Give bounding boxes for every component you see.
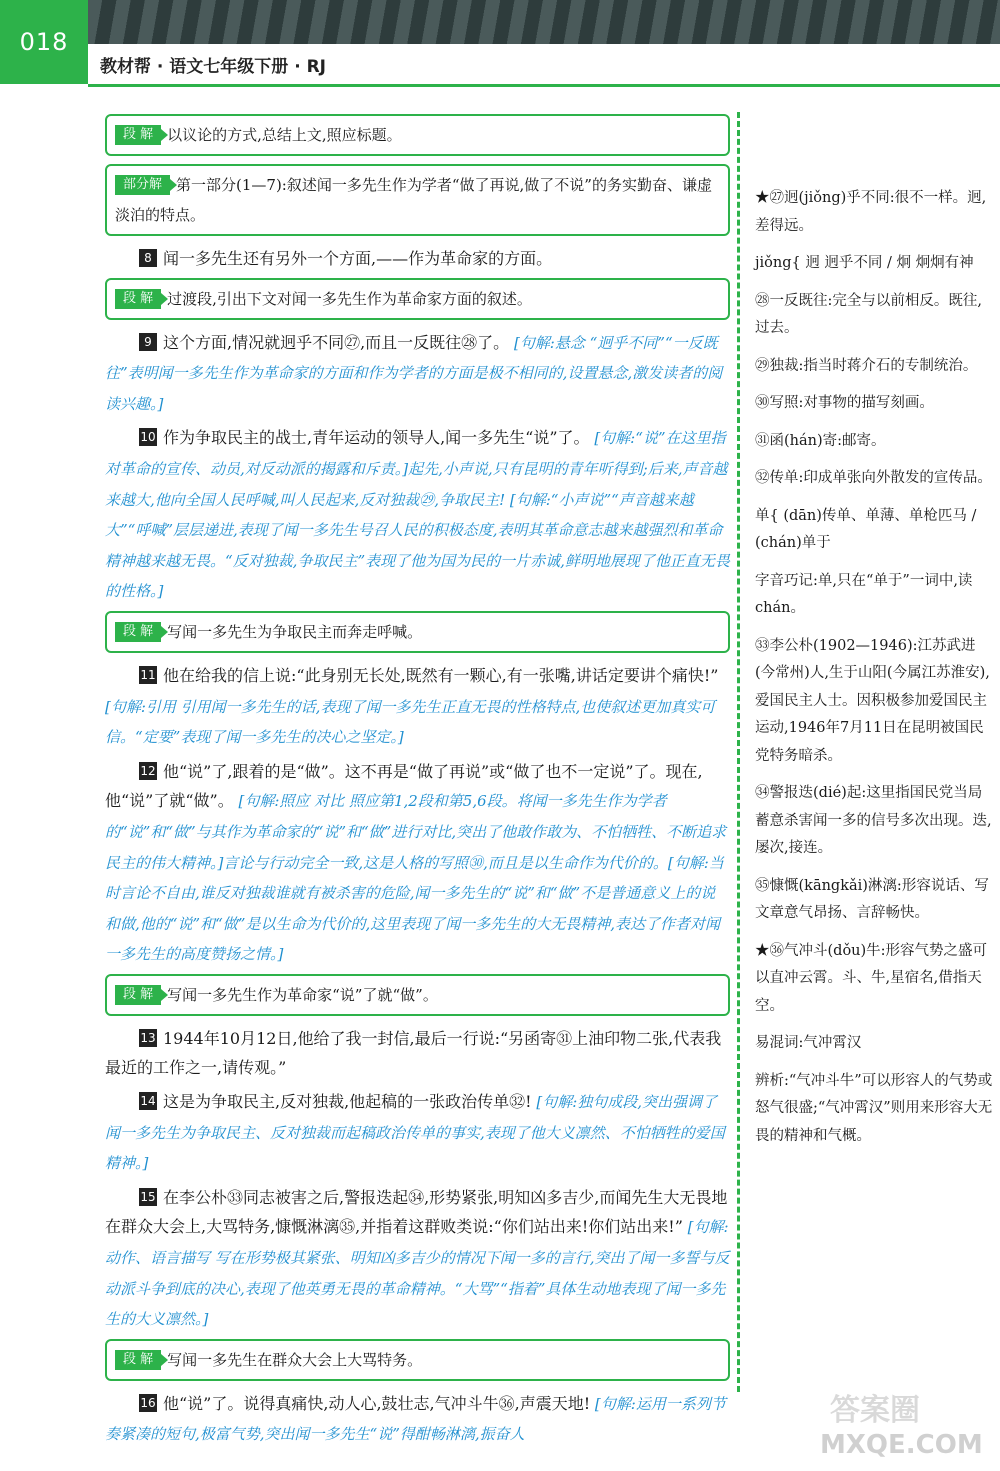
body-paragraph bbox=[105, 423, 730, 607]
paragraph-analysis-box bbox=[105, 611, 730, 653]
paragraph-analysis-box bbox=[105, 1339, 730, 1381]
paragraph-analysis-box bbox=[105, 114, 730, 156]
glossary-note: ㉞警报迭(dié)起:这里指国民党当局蓄意杀害闻一多的信号多次出现。迭,屡次,接连。 bbox=[755, 785, 992, 856]
glossary-note: ㉘一反既往:完全与以前相反。既往,过去。 bbox=[755, 292, 982, 336]
glossary-note: 易混词:气冲霄汉 bbox=[755, 1035, 862, 1051]
analysis-text: 过渡段,引出下文对闻一多先生作为革命家方面的叙述。 bbox=[167, 289, 532, 308]
body-paragraph bbox=[105, 1087, 730, 1179]
glossary-note: ★㊱气冲斗(dǒu)牛:形容气势之盛可以直冲云霄。斗、牛,星宿名,借指天空。 bbox=[755, 942, 988, 1014]
sentence-annotation: [句解:照应 对比 照应第1,2段和第5,6段。将闻一多先生作为学者的“说”和“做”与其作为革命家的“说”和“做”进行对比,突出了他敢作敢为、不怕牺牲、不断追求民主的伟大精神。]言论与行动完全一致,这是人格的写照㉚,而且是以生命作为代价的。[句解:当时言论不自由,谁反对独裁谁就有被杀害的危险,闻一多先生的“说”和“做”不是普通意义上的说和做,他的“说”和“做”是以生命为代价的,这里表现了闻一多先生的大无畏精神,表达了作者对闻一多先生的高度赞扬之情。] bbox=[105, 792, 727, 964]
paragraph-number: 12 bbox=[140, 763, 156, 778]
glossary-note: ㉛函(hán)寄:邮寄。 bbox=[755, 432, 886, 449]
paragraph-number: 13 bbox=[140, 1030, 156, 1045]
paragraph-text: 闻一多先生还有另外一个方面,——作为革命家的方面。 bbox=[163, 249, 553, 268]
paragraph-analysis-box bbox=[105, 974, 730, 1016]
sentence-annotation: [句解:“说”在这里指对革命的宣传、动员,对反动派的揭露和斥责。]起先,小声说,只有昆明的青年听得到;后来,声音越来越大,他向全国人民呼喊,叫人民起来,反对独裁㉙,争取民主! [句解:“小声说”“声音越来越大”“呼喊”层层递进,表现了闻一多先生号召人民的积极态度,表明其革命意志越来越强烈和革命精神越来越无畏。“反对独裁,争取民主”表现了他为国为民的一片赤诚,鲜明地展现了他正直无畏的性格。] bbox=[105, 429, 730, 601]
body-paragraph bbox=[105, 1024, 730, 1083]
header-rule bbox=[88, 84, 1000, 87]
sentence-annotation: [句解:悬念 “迥乎不同”“一反既往”表明闻一多先生作为革命家的方面和作为学者的方面是极不相同的,设置悬念,激发读者的阅读兴趣。] bbox=[105, 333, 723, 413]
paragraph-number: 15 bbox=[140, 1189, 156, 1204]
body-paragraph bbox=[105, 244, 730, 274]
glossary-note: 单{ (dān)传单、单薄、单枪匹马 / (chán)单于 bbox=[755, 507, 977, 551]
sentence-annotation: [句解:独句成段,突出强调了闻一多先生为争取民主、反对独裁而起稿政治传单的事实,表现了他大义凛然、不怕牺牲的爱国精神。] bbox=[105, 1093, 725, 1173]
page-number: 018 bbox=[0, 0, 88, 84]
paragraph-text: 在李公朴㉝同志被害之后,警报迭起㉞,形势紧张,明知凶多吉少,而闻先生大无畏地在群众大会上,大骂特务,慷慨淋漓㉟,并指着这群败类说:“你们站出来!你们站出来!” bbox=[105, 1187, 728, 1237]
analysis-text: 写闻一多先生作为革命家“说”了就“做”。 bbox=[167, 985, 438, 1004]
glossary-note: 辨析:“气冲斗牛”可以形容人的气势或怒气很盛;“气冲霄汉”则用来形容大无畏的精神和气概。 bbox=[755, 1072, 993, 1144]
analysis-text: 以议论的方式,总结上文,照应标题。 bbox=[167, 126, 402, 144]
analysis-text: 写闻一多先生为争取民主而奔走呼喊。 bbox=[167, 622, 423, 641]
sentence-annotation: [句解:运用一系列节奏紧凑的短句,极富气势,突出闻一多先生“说”得酣畅淋漓,振奋人 bbox=[105, 1394, 726, 1444]
analysis-tag: 部分解 bbox=[115, 175, 170, 195]
paragraph-analysis-box bbox=[105, 164, 730, 236]
paragraph-number: 8 bbox=[139, 249, 157, 267]
sentence-annotation: [句解:引用 引用闻一多先生的话,表现了闻一多先生正直无畏的性格特点,也使叙述更加真实可信。“定要”表现了闻一多先生的决心之坚定。] bbox=[105, 697, 716, 747]
paragraph-number: 10 bbox=[140, 430, 156, 445]
glossary-note: jiǒng{ 迥 迥乎不同 / 炯 炯炯有神 bbox=[755, 255, 974, 271]
paragraph-text: 他“说”了。说得真痛快,动人心,鼓壮志,气冲斗牛㊱,声震天地! bbox=[163, 1393, 591, 1413]
body-paragraph bbox=[105, 1389, 730, 1450]
watermark-logo: 答案圈 bbox=[830, 1393, 920, 1428]
glossary-note: 字音巧记:单,只在“单于”一词中,读chán。 bbox=[755, 572, 973, 616]
paragraph-analysis-box bbox=[105, 278, 730, 320]
body-paragraph bbox=[105, 328, 730, 420]
glossary-note: ㉝李公朴(1902—1946):江苏武进(今常州)人,生于山阳(今属江苏淮安),爱国民主人士。因积极参加爱国民主运动,1946年7月11日在昆明被国民党特务暗杀。 bbox=[755, 637, 990, 764]
glossary-note: ㉜传单:印成单张向外散发的宣传品。 bbox=[755, 470, 992, 486]
analysis-text: 第一部分(1—7):叙述闻一多先生作为学者“做了再说,做了不说”的务实勤奋、谦虚淡泊的特点。 bbox=[115, 176, 712, 224]
analysis-text: 写闻一多先生在群众大会上大骂特务。 bbox=[167, 1350, 423, 1369]
sidebar-notes bbox=[755, 185, 995, 1160]
watermark-url: MXQE.COM bbox=[820, 1430, 983, 1460]
header-banner bbox=[88, 0, 1000, 44]
paragraph-text: 他在给我的信上说:“此身别无长处,既然有一颗心,有一张嘴,讲话定要讲个痛快!” bbox=[163, 665, 719, 685]
analysis-tag: 段 解 bbox=[115, 125, 161, 145]
paragraph-text: 1944年10月12日,他给了我一封信,最后一行说:“另函寄㉛上油印物二张,代表我最近的工作之一,请传观。” bbox=[105, 1028, 722, 1078]
main-text-column bbox=[105, 110, 730, 1454]
book-title: 教材帮 · 语文七年级下册 · RJ bbox=[100, 57, 327, 77]
analysis-tag: 段 解 bbox=[115, 622, 161, 642]
body-paragraph bbox=[105, 661, 730, 753]
paragraph-text: 他“说”了,跟着的是“做”。这不再是“做了再说”或“做了也不一定说”了。现在,他“说”了就“做”。 bbox=[105, 761, 703, 811]
analysis-tag: 段 解 bbox=[115, 985, 161, 1005]
column-divider bbox=[737, 112, 740, 1392]
sentence-annotation: [句解:动作、语言描写 写在形势极其紧张、明知凶多吉少的情况下闻一多的言行,突出了闻一多誓与反动派斗争到底的决心,表现了他英勇无畏的革命精神。“大骂”“指着”具体生动地表现了闻一多先生的大义凛然。] bbox=[105, 1218, 730, 1329]
paragraph-text: 这个方面,情况就迥乎不同㉗,而且一反既往㉘了。 bbox=[163, 332, 510, 352]
paragraph-number: 11 bbox=[140, 667, 156, 682]
paragraph-number: 14 bbox=[140, 1094, 156, 1109]
glossary-note: ★㉗迥(jiǒng)乎不同:很不一样。迥,差得远。 bbox=[755, 190, 987, 234]
paragraph-text: 这是为争取民主,反对独裁,他起稿的一张政治传单㉜! bbox=[163, 1092, 532, 1112]
analysis-tag: 段 解 bbox=[115, 1350, 161, 1370]
glossary-note: ㉟慷慨(kāngkǎi)淋漓:形容说话、写文章意气昂扬、言辞畅快。 bbox=[755, 877, 989, 921]
paragraph-number: 9 bbox=[139, 333, 157, 351]
body-paragraph bbox=[105, 757, 730, 970]
body-paragraph bbox=[105, 1183, 730, 1335]
paragraph-number: 16 bbox=[140, 1395, 156, 1410]
glossary-note: ㉙独裁:指当时蒋介石的专制统治。 bbox=[755, 357, 978, 374]
analysis-tag: 段 解 bbox=[115, 289, 161, 309]
glossary-note: ㉚写照:对事物的描写刻画。 bbox=[755, 395, 934, 411]
paragraph-text: 作为争取民主的战士,青年运动的领导人,闻一多先生“说”了。 bbox=[163, 428, 590, 448]
